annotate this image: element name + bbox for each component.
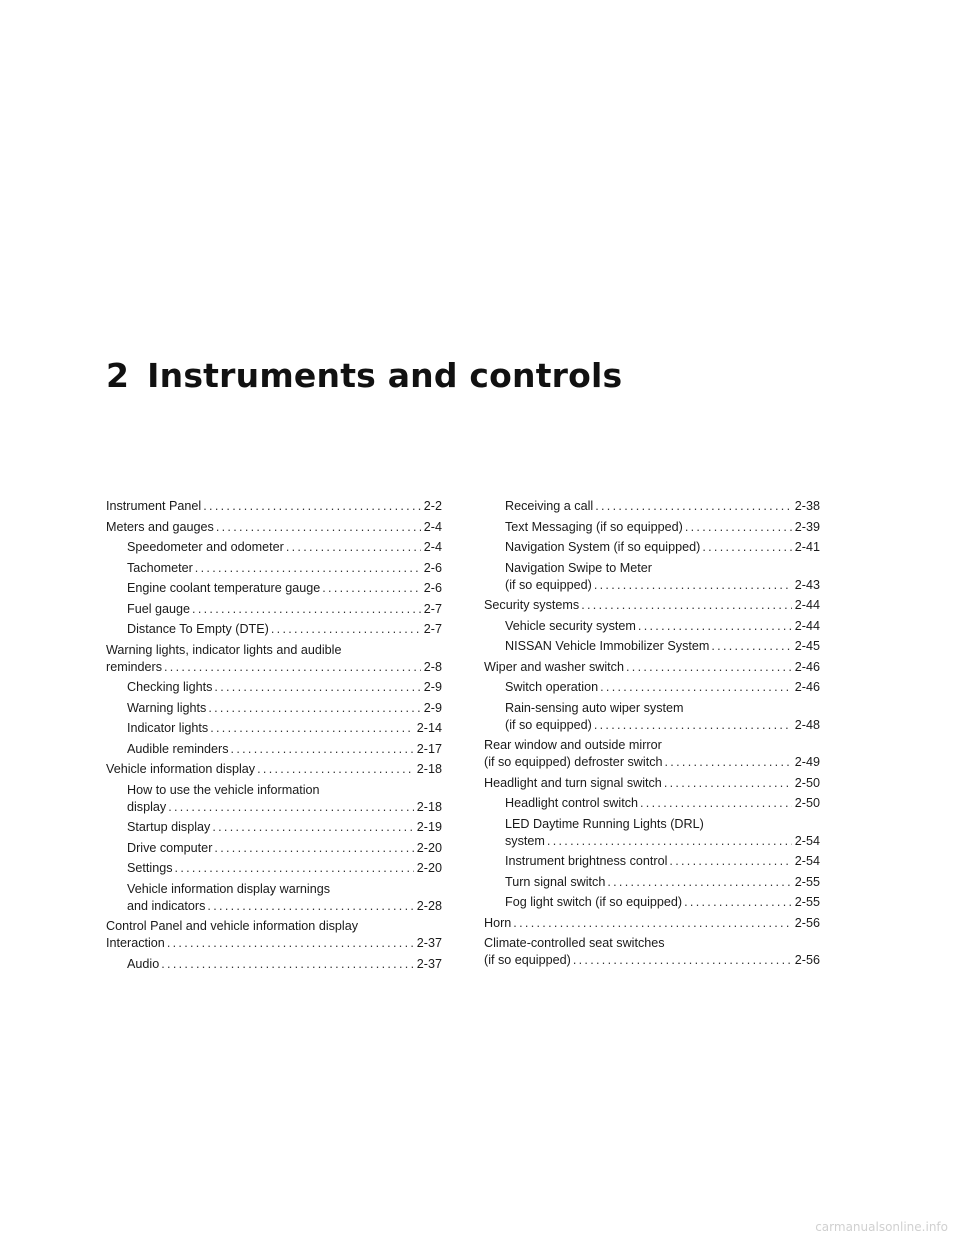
toc-entry-line [127, 956, 442, 973]
dot-leader [513, 915, 791, 932]
toc-entry[interactable] [484, 560, 820, 594]
toc-entry-label: reminders [106, 659, 162, 674]
toc-entry-page: 2-50 [794, 796, 820, 810]
toc-entry[interactable] [484, 874, 820, 891]
toc-entry[interactable] [484, 700, 820, 734]
chapter-name: Instruments and controls [147, 356, 623, 395]
toc-entry[interactable] [106, 956, 442, 973]
toc-entry[interactable] [484, 795, 820, 812]
toc-entry-page: 2-55 [794, 874, 820, 889]
chapter-title [106, 356, 622, 395]
toc-entry-page: 2-48 [794, 717, 820, 732]
toc-entry-label: Text Messaging (if so equipped) [505, 519, 683, 534]
dot-leader [161, 956, 414, 973]
dot-leader [685, 519, 792, 536]
toc-entry-label: Wiper and washer switch [484, 659, 624, 674]
dot-leader [607, 874, 791, 891]
toc-entry[interactable] [484, 775, 820, 792]
toc-entry-page: 2-9 [423, 680, 442, 694]
toc-entry-page: 2-44 [794, 598, 820, 612]
toc-entry-label: Instrument Panel [106, 499, 202, 513]
toc-entry-line [505, 853, 820, 870]
toc-entry-page: 2-43 [794, 577, 820, 592]
toc-entry[interactable] [484, 853, 820, 870]
toc-entry-label-line: How to use the vehicle information [127, 782, 320, 797]
toc-entry-line [505, 539, 820, 556]
dot-leader [684, 894, 792, 911]
toc-entry-line [505, 894, 820, 911]
dot-leader [208, 700, 420, 717]
toc-entry-line [505, 833, 820, 850]
toc-entry-page: 2-56 [794, 915, 820, 930]
toc-entry-page: 2-6 [423, 581, 442, 595]
dot-leader [664, 775, 792, 792]
toc-entry-page: 2-41 [794, 540, 820, 554]
toc-entry-line [127, 580, 442, 597]
dot-leader [286, 539, 421, 556]
toc-entry-label: Horn [484, 915, 512, 930]
dot-leader [231, 741, 414, 758]
toc-entry-page: 2-46 [794, 680, 820, 694]
dot-leader [216, 519, 421, 536]
toc-entry-label: Security systems [484, 598, 580, 612]
toc-entry-label: Vehicle information display [106, 762, 256, 776]
dot-leader [665, 754, 792, 771]
toc-entry-label: Audible reminders [127, 741, 229, 756]
toc-entry[interactable] [484, 539, 820, 556]
toc-entry[interactable] [484, 816, 820, 850]
toc-entry-label: Fog light switch (if so equipped) [505, 895, 683, 909]
toc-entry-label: Audio [127, 956, 160, 971]
toc-entry-label: Indicator lights [127, 721, 209, 735]
toc-entry-line [505, 618, 820, 635]
toc-entry-page: 2-8 [423, 659, 442, 674]
toc-entry-line [484, 597, 820, 614]
toc-entry-page: 2-7 [423, 601, 442, 616]
toc-entry-page: 2-37 [416, 956, 442, 971]
toc-entry-page: 2-55 [794, 895, 820, 909]
toc-entry[interactable] [484, 618, 820, 635]
toc-entry-line [505, 679, 820, 696]
dot-leader [210, 720, 414, 737]
dot-leader [638, 618, 792, 635]
dot-leader [626, 659, 792, 676]
toc-entry-page: 2-14 [416, 721, 442, 735]
toc-entry[interactable] [106, 498, 442, 515]
dot-leader [214, 840, 413, 857]
toc-entry-page: 2-54 [794, 854, 820, 868]
toc-entry-line [127, 601, 442, 618]
toc-entry-label-line: Climate-controlled seat switches [484, 936, 665, 950]
toc-entry[interactable] [484, 935, 820, 969]
toc-entry-page: 2-18 [416, 762, 442, 776]
toc-entry-line [127, 679, 442, 696]
dot-leader [212, 819, 413, 836]
toc-entry-page: 2-46 [794, 659, 820, 674]
toc-entry-label: Checking lights [127, 680, 213, 694]
dot-leader [195, 560, 421, 577]
toc-entry-label: Turn signal switch [505, 874, 606, 889]
toc-entry-page: 2-9 [423, 700, 442, 715]
toc-entry[interactable] [484, 679, 820, 696]
toc-entry-label: Speedometer and odometer [127, 540, 284, 554]
toc-entry-page: 2-45 [794, 639, 820, 653]
toc-entry-label-line: Control Panel and vehicle information display [106, 919, 359, 933]
toc-entry[interactable] [106, 840, 442, 857]
toc-entry[interactable] [484, 915, 820, 932]
toc-entry-line [127, 560, 442, 577]
toc-column-left [106, 498, 442, 976]
toc-entry-page: 2-20 [416, 840, 442, 855]
toc-entry-line [106, 659, 442, 676]
toc-entry[interactable] [106, 700, 442, 717]
dot-leader [547, 833, 792, 850]
toc-entry-label: Navigation System (if so equipped) [505, 540, 701, 554]
toc-entry-label: Receiving a call [505, 499, 594, 513]
toc-entry[interactable] [106, 519, 442, 536]
toc-entry[interactable] [106, 819, 442, 836]
toc-entry-page: 2-38 [794, 499, 820, 513]
dot-leader [271, 621, 421, 638]
toc-entry-label-line: Rain-sensing auto wiper system [505, 700, 684, 715]
toc-entry-line [505, 498, 820, 515]
dot-leader [164, 659, 421, 676]
toc-entry-line [505, 577, 820, 594]
dot-leader [702, 539, 791, 556]
toc-entry-line [127, 741, 442, 758]
toc-entry-label-line: Vehicle information display warnings [127, 881, 331, 896]
dot-leader [669, 853, 791, 870]
toc-entry-page: 2-56 [794, 953, 820, 967]
toc-entry[interactable] [106, 539, 442, 556]
toc-entry-label: Engine coolant temperature gauge [127, 581, 321, 595]
toc-entry-page: 2-20 [416, 861, 442, 875]
toc-entry[interactable] [484, 597, 820, 614]
toc-entry-label-line: Rear window and outside mirror [484, 738, 662, 752]
toc-entry-page: 2-37 [416, 936, 442, 950]
toc-entry-label: Interaction [106, 936, 165, 950]
toc-entry[interactable] [106, 761, 442, 778]
toc-entry-line [505, 638, 820, 655]
toc-entry-label: system [505, 833, 545, 848]
toc-entry-line [484, 754, 820, 771]
toc-entry[interactable] [484, 894, 820, 911]
toc-entry-page: 2-39 [794, 519, 820, 534]
toc-entry-line [505, 717, 820, 734]
toc-entry[interactable] [106, 782, 442, 816]
toc-entry-line [127, 539, 442, 556]
toc-entry-label: Warning lights [127, 700, 207, 715]
toc-entry[interactable] [484, 498, 820, 515]
toc-entry-line [127, 860, 442, 877]
dot-leader [167, 935, 414, 952]
toc-entry-page: 2-17 [416, 741, 442, 756]
toc-entry[interactable] [106, 601, 442, 618]
dot-leader [203, 498, 421, 515]
toc-entry-label: Tachometer [127, 560, 193, 575]
dot-leader [711, 638, 791, 655]
toc-column-right [484, 498, 820, 973]
toc-entry-label: Instrument brightness control [505, 854, 668, 868]
toc-entry-label: Settings [127, 861, 173, 875]
dot-leader [594, 717, 792, 734]
dot-leader [573, 952, 792, 969]
toc-entry-label: (if so equipped) [505, 717, 592, 732]
toc-entry-page: 2-6 [423, 560, 442, 575]
toc-entry-line [484, 659, 820, 676]
toc-entry-label: Switch operation [505, 680, 599, 694]
toc-entry-label: Fuel gauge [127, 601, 191, 616]
dot-leader [207, 898, 413, 915]
toc-entry-label: Headlight and turn signal switch [484, 775, 662, 790]
toc-entry-line [484, 952, 820, 969]
toc-entry-label: Headlight control switch [505, 796, 638, 810]
toc-entry-line [127, 799, 442, 816]
toc-entry[interactable] [106, 679, 442, 696]
toc-entry-page: 2-49 [794, 755, 820, 769]
toc-entry-label: NISSAN Vehicle Immobilizer System [505, 639, 710, 653]
watermark: carmanualsonline.info [815, 1220, 948, 1234]
toc-entry-line [106, 761, 442, 778]
toc-entry-page: 2-2 [423, 499, 442, 513]
toc-entry-line [505, 874, 820, 891]
dot-leader [322, 580, 421, 597]
toc-entry-line [127, 819, 442, 836]
dot-leader [600, 679, 792, 696]
toc-entry-line [127, 700, 442, 717]
dot-leader [175, 860, 414, 877]
toc-entry[interactable] [106, 860, 442, 877]
dot-leader [640, 795, 792, 812]
toc-entry-page: 2-18 [416, 799, 442, 814]
toc-entry[interactable] [106, 881, 442, 915]
toc-entry-label: Distance To Empty (DTE) [127, 622, 269, 636]
toc-entry-label: (if so equipped) [505, 577, 592, 592]
toc-entry-page: 2-19 [416, 820, 442, 834]
toc-entry-label: (if so equipped) defroster switch [484, 755, 663, 769]
toc-entry[interactable] [484, 659, 820, 676]
toc-entry[interactable] [106, 918, 442, 952]
toc-entry[interactable] [106, 580, 442, 597]
toc-entry-line [127, 621, 442, 638]
toc-entry-label-line: Warning lights, indicator lights and audible [106, 642, 342, 657]
toc-entry-label-line: Navigation Swipe to Meter [505, 560, 652, 575]
dot-leader [168, 799, 414, 816]
toc-entry-line [106, 519, 442, 536]
toc-entry-label: Meters and gauges [106, 519, 214, 534]
toc-entry-page: 2-54 [794, 833, 820, 848]
dot-leader [581, 597, 792, 614]
toc-entry-label: and indicators [127, 898, 206, 913]
toc-entry-page: 2-44 [794, 618, 820, 633]
toc-entry-line [505, 519, 820, 536]
toc-entry-line [106, 935, 442, 952]
toc-entry[interactable] [106, 621, 442, 638]
toc-entry-page: 2-4 [423, 540, 442, 554]
toc-entry-line [127, 720, 442, 737]
toc-entry-page: 2-4 [423, 519, 442, 534]
toc-entry[interactable] [484, 519, 820, 536]
dot-leader [257, 761, 414, 778]
toc-entry-page: 2-50 [794, 775, 820, 790]
toc-entry[interactable] [106, 741, 442, 758]
toc-entry-label: Drive computer [127, 840, 213, 855]
toc-entry-label: Vehicle security system [505, 618, 636, 633]
toc-entry-page: 2-7 [423, 622, 442, 636]
toc-entry-line [127, 840, 442, 857]
toc-entry-line [505, 795, 820, 812]
toc-entry[interactable] [484, 737, 820, 771]
dot-leader [192, 601, 421, 618]
toc-entry[interactable] [484, 638, 820, 655]
toc-entry-line [127, 898, 442, 915]
toc-entry-label: (if so equipped) [484, 953, 571, 967]
toc-entry[interactable] [106, 560, 442, 577]
toc-entry-line [106, 498, 442, 515]
toc-entry[interactable] [106, 720, 442, 737]
toc-entry-label: Startup display [127, 820, 211, 834]
toc-entry[interactable] [106, 642, 442, 676]
chapter-number: 2 [106, 356, 130, 395]
toc-entry-label: display [127, 799, 167, 814]
toc-entry-line [484, 775, 820, 792]
dot-leader [214, 679, 420, 696]
toc-entry-label-line: LED Daytime Running Lights (DRL) [505, 816, 704, 831]
toc-entry-page: 2-28 [416, 898, 442, 913]
dot-leader [594, 577, 792, 594]
dot-leader [595, 498, 792, 515]
toc-entry-line [484, 915, 820, 932]
